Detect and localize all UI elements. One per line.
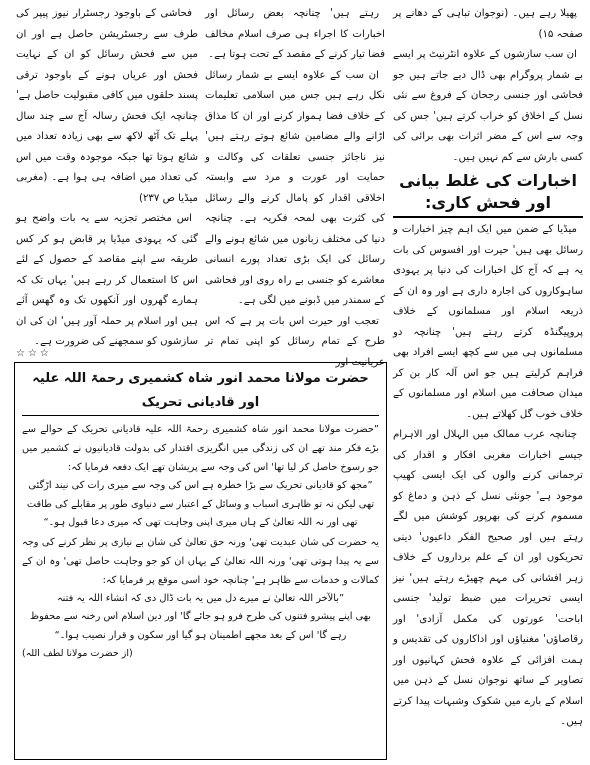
paragraph: چنانچہ عرب ممالک میں الہلال اور الاہرام جیسے اخبارات مغربی افکار و اقدار کی ترجمانی کرنے والوں کی ایک ایسی کھیپ موجود ہے' جونئی نسل کے ذہن و دماغ کو مسموم کرنے کی بھرپور کوشش میں لگے رہتے ہیں اور صحیح الفکر داعیوں' دینی تحریکوں اور ان کے علم برداروں کے خلاف زہر افشانی کی مہم چھیڑے رہتے ہیں' نیز ایسی تحریرات میں ضبط تولید' جنسی اباحت' عورتوں کی مکمل آزادی' اور رقاصاؤں' مغنیاؤں اور اداکاروں کی تقدیس و ہمت افزائی کے علاوہ فحش کہانیوں اور تصاویر کے ساتھ نوجوان نسل کے ذہن میں اسلام کے بارے میں شکوک وشبہات پیدا کرتے ہیں۔ [393,429,583,727]
section-divider-stars: ☆☆☆ [16,348,52,359]
quote-line: بھی اپنے پیشرو فتنوں کی طرح فرو ہو جائے گا' اور دین اسلام اس رخنہ سے محفوظ [30,611,371,622]
paragraph: رہتے ہیں' چنانچہ بعض رسائل اور اخبارات کا اجراء ہی صرف اسلام مخالف فضا تیار کرنے کے مقصد کے تحت ہوتا ہے۔ [205,8,385,60]
quote-line: ”بالآخر اللہ تعالیٰ نے میرے دل میں یہ بات ڈال دی کہ انشاء اللہ یہ فتنہ [56,592,345,604]
paragraph: پھیلا رہے ہیں۔ (نوجوان تباہی کے دھانے پر صفحہ ۱۵) [393,8,583,40]
attribution: (از حضرت مولانا لطف اللہ) [22,648,133,659]
quote-line: ”مجھ کو قادیانی تحریک سے بڑا خطرہ ہے اس کی وجہ سے میری رات کی نیند اڑگئی [28,480,373,491]
box-paragraph: یہ حضرت کی شان عبدیت تھی' ورنہ حق تعالیٰ کی شان بے نیازی پر نظر کرنے کی وجہ سے یہ پیدا ہوتی تھی' ورنہ اللہ تعالیٰ کے یہاں ان کو جو وجاہت حاصل تھی' وہ ان کے کمالات و خدمات سے ظاہر ہے' چنانچہ خود اسی موقع پر فرمایا کہ: [22,536,379,586]
paragraph: اس مختصر تجزیہ سے یہ بات واضح ہو گئی کہ یہودی میڈیا پر قابض ہو کر کس طریقہ سے اپنے مقاصد کے حصول کے لئے اس کا استعمال کر رہے ہیں' یہاں تک کہ ہمارے گھروں اور آنکھوں تک وہ گھس آئے ہیں اور اسلام پر حملہ آور ہیں' ان کی ان سازشوں کو سمجھنے کی ضرورت ہے۔ [16,213,198,347]
column-right [393,4,583,762]
box-paragraph: ”حضرت مولانا محمد انور شاہ کشمیری رحمۃ اللہ علیہ قادیانی تحریک کے حوالے سے بڑے فکر مند تھے ان کی زندگی میں انگریزی اقتدار کی بدولت قادیانیوں نے کشمیر میں جو رسوخ حاصل کر لیا تھا' اس کی وجہ سے پریشان تھے ایک دفعہ فرمایا کہ: [22,424,379,473]
paragraph: میڈیا کے ضمن میں ایک اہم چیز اخبارات و رسائل بھی ہیں' حیرت اور افسوس کی بات یہ ہے کہ آج کل اخبارات کی دنیا پر یہودی ساہوکاروں کی اجارہ داری ہے اور وہ ان کے ذریعہ اسلام اور مسلمانوں کے خلاف پروپیگنڈہ کرتے رہتے ہیں' چنانچہ دو مسلمانوں ہی میں سے کچھ ایسے افراد بھی فراہم کرلیتے ہیں جو اس آلہ کار بن کر میدان صحافت میں اسلام اور مسلمانوں کے خلاف خوب گل کھلاتے ہیں۔ [393,224,583,420]
section-heading: اخبارات کی غلط بیانی اور فحش کاری: [393,170,583,218]
boxed-article [14,362,387,760]
quote-line: رہے گا' اس کے بعد مجھے اطمینان ہو گیا اور سکون و قرار نصیب ہوا۔“ [54,629,347,641]
quote-line: تھی اور نہ اللہ تعالیٰ کے ہاں میری اپنی وجاہت تھی کہ میری دعا قبول ہو۔“ [43,517,358,528]
paragraph: فحاشی کے باوجود رجسٹرار نیوز پیپر کی طرف سے رجسٹریشن حاصل ہے اور ان میں سے فحش رسائل کو ان کے نہایت فحش اور عریاں ہونے کے باوجود ترقی پسند حلقوں میں کافی مقبولیت حاصل ہے' چنانچہ ایک فحش رسالہ آج سے چند سال پہلے تک آٹھ لاکھ سے بھی زیادہ تعداد میں شائع ہوتا تھا جبکہ موجودہ وقت میں اس کی تعداد میں اضافہ ہی ہوا ہے۔ (مغربی میڈیا ص ۲۳۷) [16,8,198,204]
quote-line: تھی لیکن نہ تو ظاہری اسباب و وسائل کے اعتبار سے دنیاوی طور پر مقابلے کی طاقت [26,498,375,510]
paragraph: ان سب سازشوں کے علاوہ انٹرنیٹ پر ایسے بے شمار پروگرام بھی ڈال دیے جاتے ہیں جو فحاشی اور جنسی رجحان کے فروغ سے نئی نسل کے اخلاق کو خراب کرتے ہیں' جس کی وجہ سے اس کے مضر اثرات بھی برائی کی کسی بارش سے کم نہیں ہیں۔ [393,49,583,163]
column-left [16,4,198,349]
paragraph: ان سب کے علاوہ ایسے بے شمار رسائل نکل رہے ہیں جس میں اسلامی تعلیمات کے خلاف فضا ہموار کرنے اور ان کا مذاق اڑانے والے مضامین شائع ہوتے رہتے ہیں' نیز ناجائز جنسی تعلقات کی وکالت و حمایت اور عورت و مرد سے وابستہ اخلاقی اقدار کو پامال کرنے والے رسائل کی کثرت بھی لمحہ فکریہ ہے۔ چنانچہ دنیا کی مختلف زبانوں میں شائع ہونے والے رسائل کی ایک بڑی تعداد پورے انسانی معاشرے کو جنسی بے راہ روی اور فحاشی کے سمندر میں ڈبونے میں لگی ہے۔ [205,69,385,306]
paragraph: تعجب اور حیرت اس بات پر ہے کہ اس طرح کے تمام رسائل کو اپنی تمام تر عریانیت اور [205,315,385,368]
column-middle [205,4,385,368]
box-title: حضرت مولانا محمد انور شاہ کشمیری رحمۃ اللہ علیہ اور قادیانی تحریک [22,367,379,416]
